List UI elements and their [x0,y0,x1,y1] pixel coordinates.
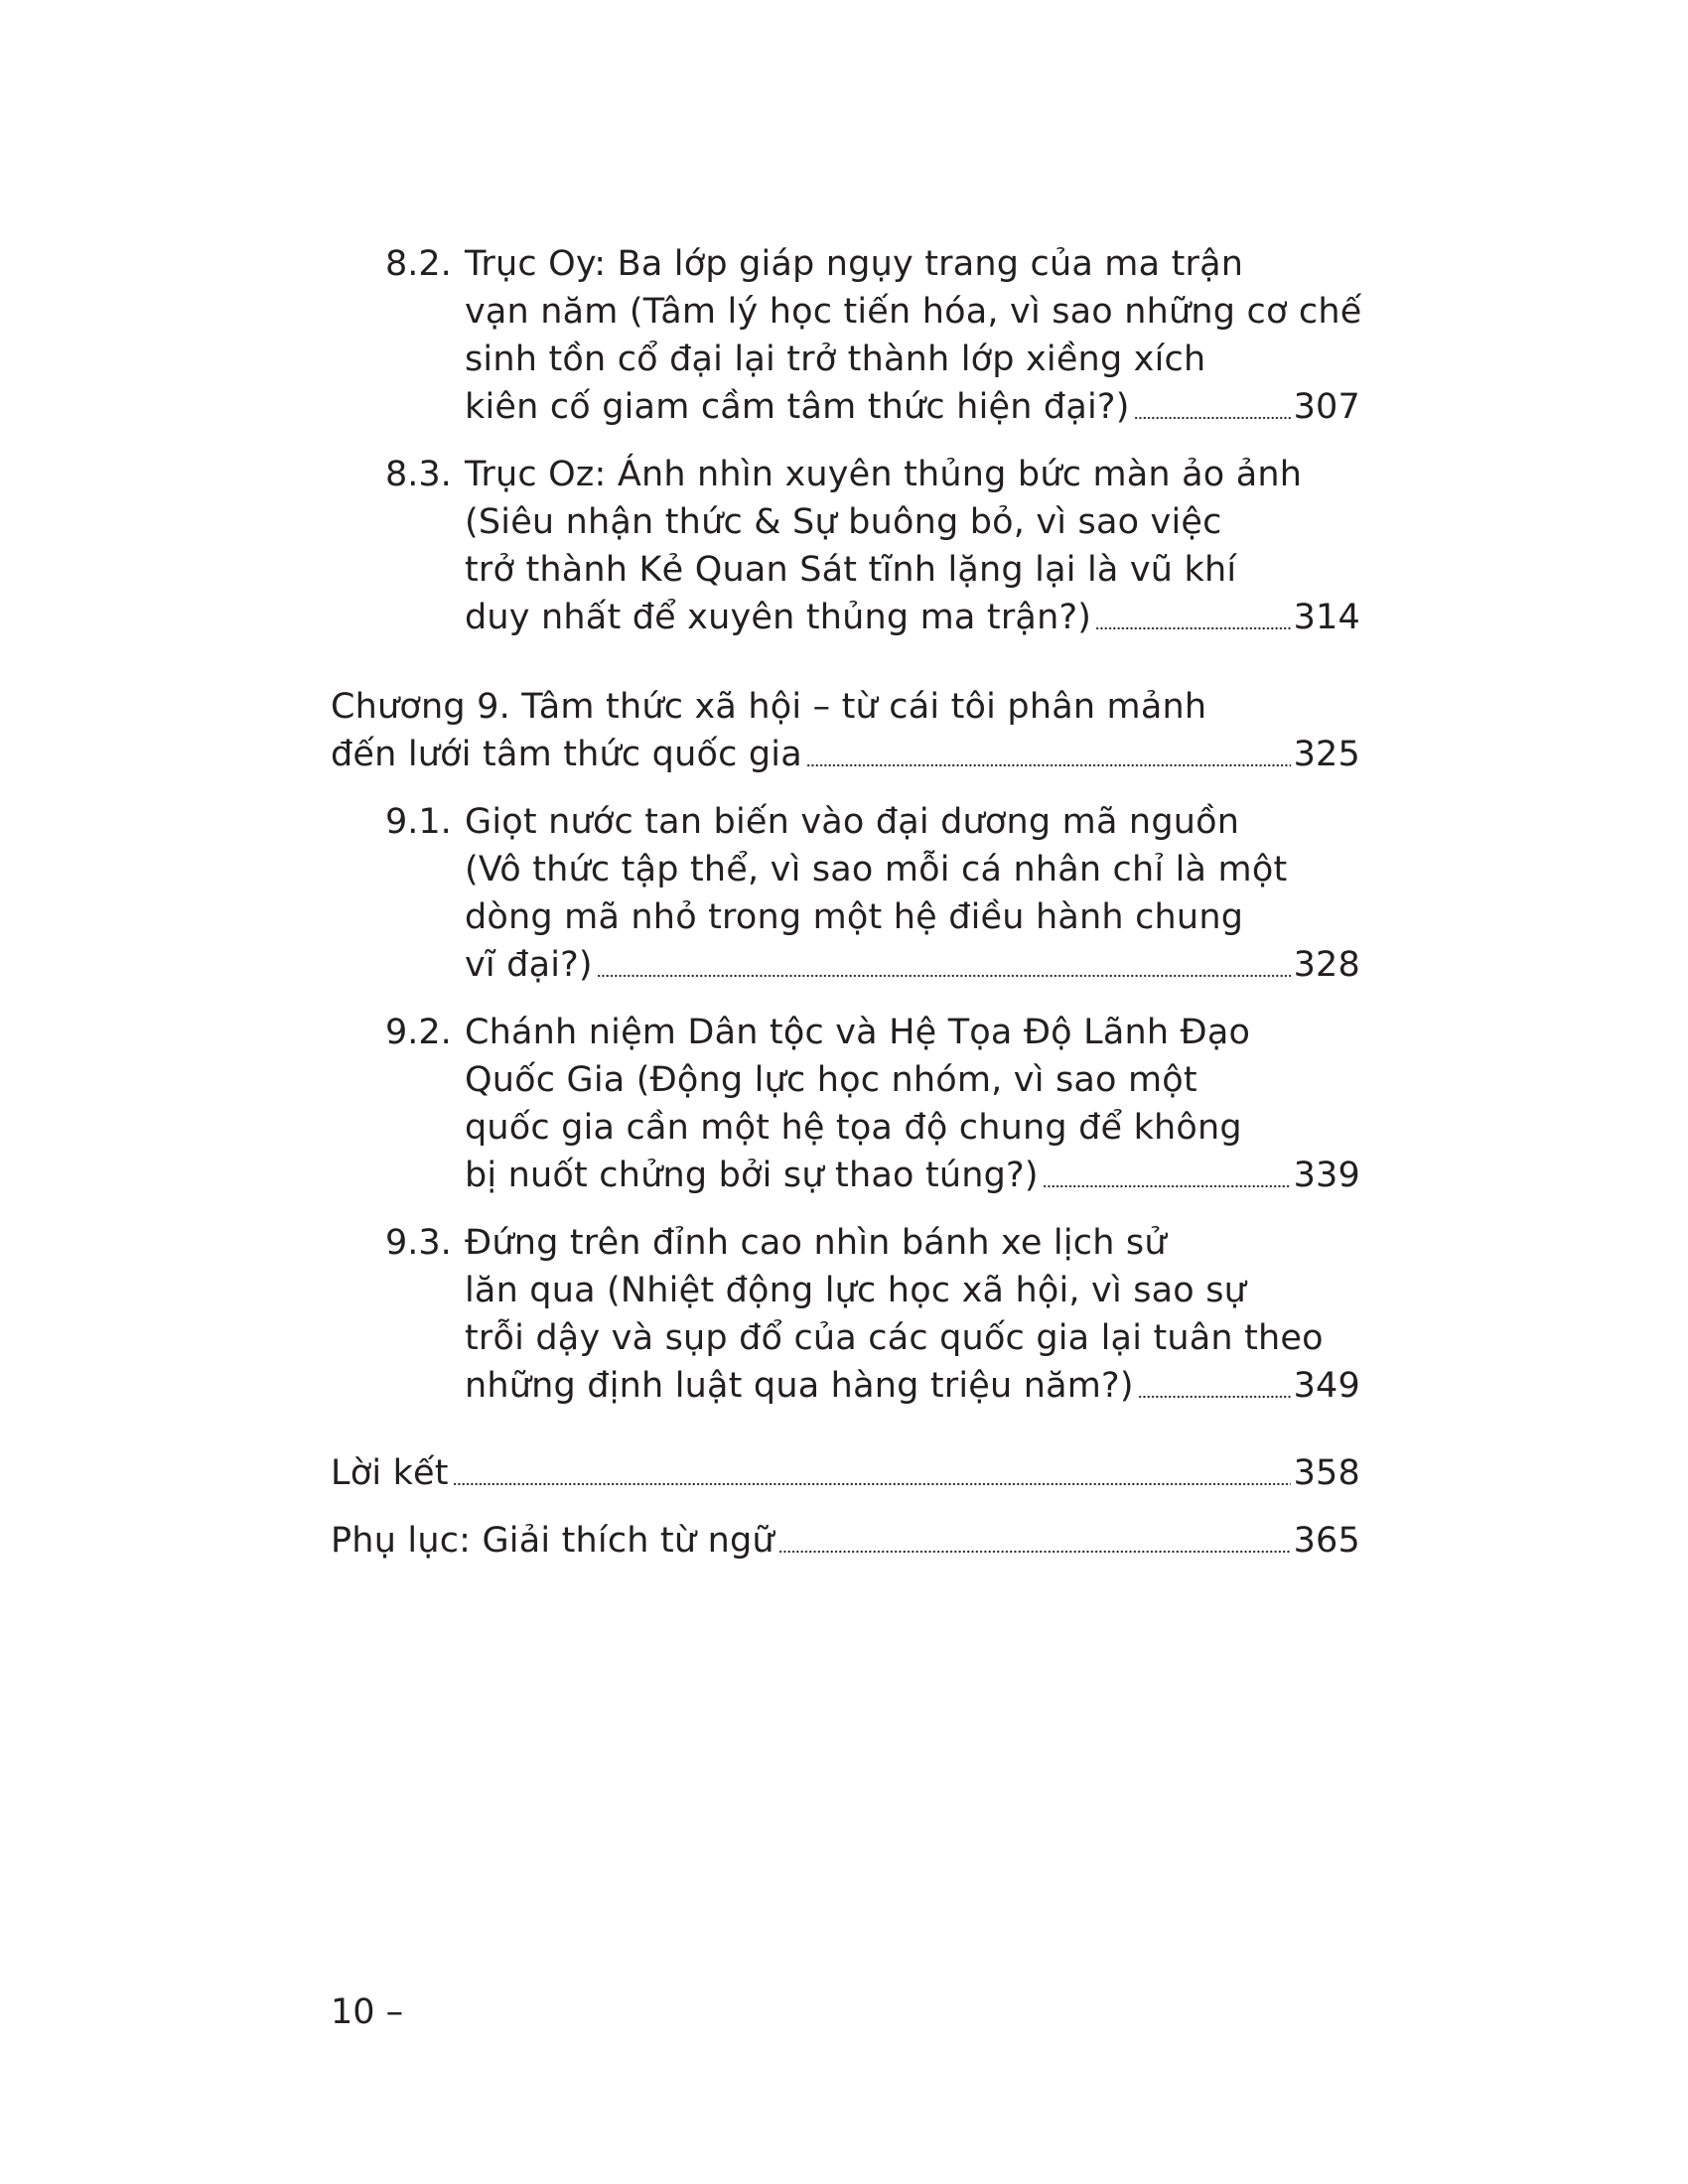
entry-text-line: Trục Oy: Ba lớp giáp ngụy trang của ma trận [465,244,1244,284]
entry-text-line: bị nuốt chửng bởi sự thao túng?) [465,1156,1039,1195]
entry-last-line [465,941,1360,989]
dot-leader [1095,624,1291,632]
dot-leader [1138,1393,1291,1401]
chapter-title-line: Chương 9. Tâm thức xã hội – từ cái tôi phân mảnh [331,687,1207,727]
entry-last-line [331,1449,1360,1497]
entry-text-line: kiên cố giam cầm tâm thức hiện đại?) [465,387,1130,427]
page-number: 339 [1293,1156,1360,1195]
dot-leader [453,1480,1291,1488]
entry-text-line: Giọt nước tan biến vào đại dương mã nguồn [465,802,1240,842]
page-number: 328 [1293,945,1360,985]
entry-last-line [465,1362,1360,1410]
entry-text-line: quốc gia cần một hệ tọa độ chung để không [465,1108,1242,1148]
entry-text-line: trỗi dậy và sụp đổ của các quốc gia lại tuân theo [465,1318,1324,1358]
folio-page-number: 10 – [331,1992,404,2032]
entry-text-line: Trục Oz: Ánh nhìn xuyên thủng bức màn ảo ảnh [465,455,1303,494]
entry-text-line: trở thành Kẻ Quan Sát tĩnh lặng lại là vũ khí [465,550,1237,590]
section-number: 9.3. [385,1223,452,1263]
entry-last-line [465,383,1360,431]
entry-last-line [465,594,1360,641]
entry-text-line: duy nhất để xuyên thủng ma trận?) [465,598,1092,637]
entry-text-line: Quốc Gia (Động lực học nhóm, vì sao một [465,1060,1197,1100]
page-number: 325 [1293,735,1360,774]
chapter-title-line: đến lưới tâm thức quốc gia [331,735,802,774]
entry-text-line: những định luật qua hàng triệu năm?) [465,1366,1134,1406]
page-number: 307 [1293,387,1360,427]
dot-leader [1134,414,1291,422]
entry-last-line [331,731,1360,778]
page-number: 349 [1293,1366,1360,1406]
entry-last-line [331,1517,1360,1565]
entry-title: Lời kết [331,1453,449,1493]
section-number: 9.1. [385,802,452,842]
entry-title: Phụ lục: Giải thích từ ngữ [331,1521,774,1561]
entry-text-line: dòng mã nhỏ trong một hệ điều hành chung [465,897,1244,937]
dot-leader [778,1548,1291,1556]
entry-text-line: sinh tồn cổ đại lại trở thành lớp xiềng xích [465,340,1206,379]
entry-last-line [465,1152,1360,1199]
entry-text-line: (Siêu nhận thức & Sự buông bỏ, vì sao việc [465,502,1222,542]
entry-text-line: (Vô thức tập thể, vì sao mỗi cá nhân chỉ là một [465,850,1288,889]
entry-text-line: Đứng trên đỉnh cao nhìn bánh xe lịch sử [465,1223,1167,1263]
entry-text-line: vĩ đại?) [465,945,593,985]
dot-leader [806,761,1291,769]
section-number: 9.2. [385,1013,452,1052]
section-number: 8.2. [385,244,452,284]
entry-text-line: vạn năm (Tâm lý học tiến hóa, vì sao những cơ chế [465,292,1362,332]
page-number: 314 [1293,598,1360,637]
page-number: 358 [1293,1453,1360,1493]
section-number: 8.3. [385,455,452,494]
entry-text-line: Chánh niệm Dân tộc và Hệ Tọa Độ Lãnh Đạo [465,1013,1251,1052]
dot-leader [1043,1182,1291,1190]
entry-text-line: lăn qua (Nhiệt động lực học xã hội, vì sao sự [465,1271,1247,1310]
dot-leader [597,972,1291,980]
page-number: 365 [1293,1521,1360,1561]
